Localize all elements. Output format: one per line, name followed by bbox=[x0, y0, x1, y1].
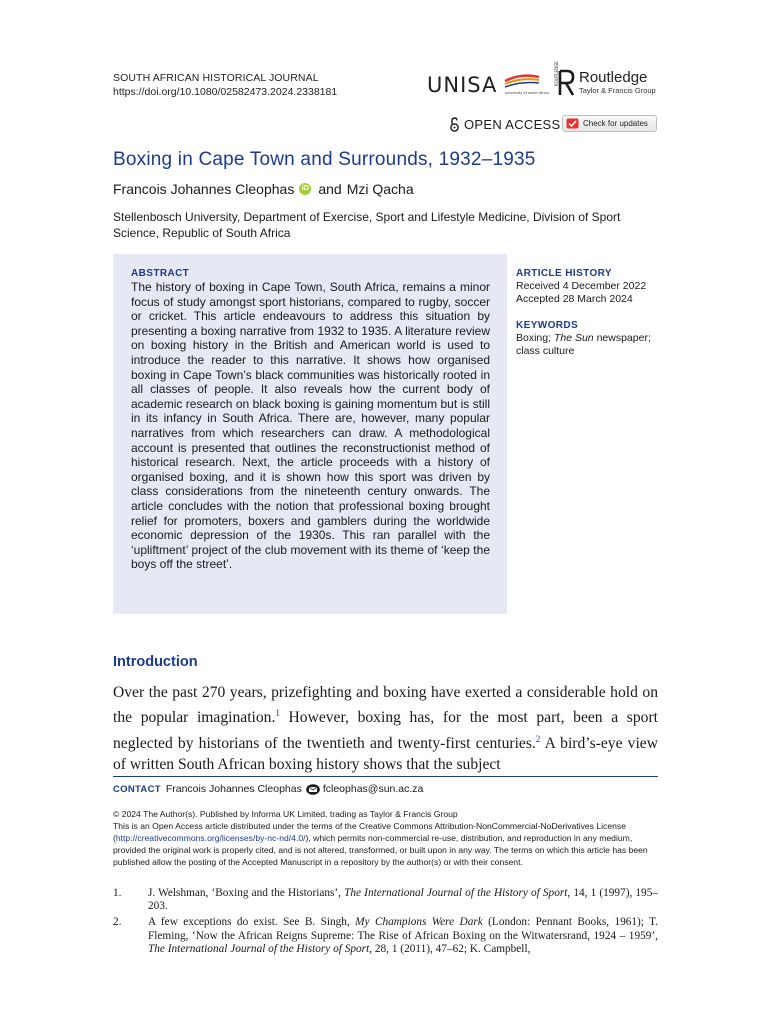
keywords bbox=[516, 320, 661, 358]
intro-text-1: Over the past 270 years, prizefighting and boxing have exerted a considerable hold on the popular imagination. bbox=[113, 684, 658, 727]
footnotes bbox=[113, 887, 658, 959]
keyword-part-1: Boxing; bbox=[516, 332, 554, 344]
unisa-logo-text: UNISA bbox=[427, 73, 498, 97]
introduction-paragraph bbox=[113, 683, 658, 775]
abstract-heading: ABSTRACT bbox=[131, 268, 190, 279]
journal-header bbox=[113, 71, 337, 99]
article-history-heading: ARTICLE HISTORY bbox=[516, 268, 613, 279]
check-for-updates-button[interactable] bbox=[562, 115, 657, 132]
open-access-label: OPEN ACCESS bbox=[464, 117, 561, 132]
footnote-number: 1. bbox=[113, 887, 122, 899]
intro-text-3: A bird’s-eye view of written South African boxing history shows that the subject bbox=[113, 735, 658, 773]
affiliation: Stellenbosch University, Department of Exercise, Sport and Lifestyle Medicine, Division of Sport Science, Republic of South Africa bbox=[113, 210, 621, 240]
license-paragraph bbox=[113, 821, 658, 869]
footnote-ref-1[interactable]: 1 bbox=[275, 708, 280, 719]
author-line bbox=[113, 181, 414, 197]
doi-link[interactable]: https://doi.org/10.1080/02582473.2024.2338181 bbox=[113, 86, 338, 98]
open-lock-icon bbox=[449, 117, 460, 132]
received-date: Received 4 December 2022 bbox=[516, 280, 647, 292]
email-icon bbox=[306, 784, 320, 795]
license-url-link[interactable]: http://creativecommons.org/licenses/by-nc-nd/4.0/ bbox=[115, 832, 306, 843]
contact-label: CONTACT bbox=[113, 783, 161, 795]
footnote-ref-2[interactable]: 2 bbox=[535, 734, 541, 744]
footnote-text: A few exceptions do exist. See B. Singh, bbox=[148, 916, 356, 929]
routledge-logo bbox=[551, 61, 656, 99]
open-access-badge bbox=[449, 117, 561, 132]
contact-name: Francois Johannes Cleophas bbox=[165, 783, 302, 795]
footnote-text: J. Welshman, ‘Boxing and the Historians’, bbox=[148, 887, 345, 899]
footnote-number: 2. bbox=[113, 916, 122, 929]
unisa-swoosh-icon bbox=[503, 72, 550, 98]
keywords-text bbox=[516, 332, 661, 358]
license-text bbox=[113, 809, 658, 869]
author-1[interactable]: Francois Johannes Cleophas bbox=[113, 181, 295, 197]
article-history bbox=[516, 268, 661, 306]
footnote-journal-title: The International Journal of the History of Sport bbox=[344, 887, 568, 899]
keywords-heading: KEYWORDS bbox=[516, 320, 579, 331]
check-for-updates-label: Check for updates bbox=[583, 119, 648, 128]
intro-text-2: However, boxing has, for the most part, been a sport neglected by historians of the twentieth and twenty-first centuries. bbox=[113, 709, 658, 753]
crossmark-icon bbox=[566, 118, 579, 129]
copyright-line: © 2024 The Author(s). Published by Informa UK Limited, trading as Taylor & Francis Group bbox=[113, 809, 458, 819]
footnote-text: , 14, 1 (1997), 195–203. bbox=[148, 887, 659, 913]
contact-email[interactable]: fcleophas@sun.ac.za bbox=[322, 783, 424, 795]
svg-text:university of south africa: university of south africa bbox=[505, 91, 550, 95]
footnote-2 bbox=[113, 916, 658, 956]
routledge-sub: Taylor & Francis Group bbox=[579, 86, 656, 95]
author-2[interactable]: Mzi Qacha bbox=[346, 181, 414, 197]
routledge-r-icon bbox=[551, 61, 575, 99]
keyword-part-3: newspaper; class culture bbox=[516, 332, 651, 357]
contact-line bbox=[113, 783, 423, 795]
introduction-heading: Introduction bbox=[113, 654, 198, 670]
footnote-text: , 28, 1 (2011), 47–62; K. Campbell, bbox=[369, 942, 531, 955]
abstract-box bbox=[113, 254, 507, 614]
footnote-body bbox=[148, 887, 658, 913]
accepted-date: Accepted 28 March 2024 bbox=[516, 293, 633, 305]
footnote-text: (London: Pennant Books, 1961); T. Fleming, ‘Now the African Reigns Supreme: The Rise of African Boxing on the Witwatersrand, 1924 – 1959’, bbox=[148, 916, 658, 942]
abstract-text: The history of boxing in Cape Town, South Africa, remains a minor focus of study amongst sport historians, compared to rugby, soccer or cricket. This article endeavours to address this situation by presenting a boxing narrative from 1932 to 1935. A literature review on boxing history in the British and American world is used to introduce the reader to this narrative. It shows how organised boxing in Cape Town’s black communities was historically rooted in all classes of people. It also reveals how the current body of academic research on black boxing is gaining momentum but is still in its infancy in South Africa. There are, however, many popular narratives from which researchers can draw. A methodological account is presented that outlines the reconstructionist method of historical research. Next, the article proceeds with a history of organised boxing, and it is shown how this sport was driven by class considerations from the nineteenth century onwards. The article concludes with the notion that professional boxing brought relief for promoters, boxers and gamblers during the worldwide economic depression of the 1930s. This ran parallel with the ‘upliftment’ project of the club movement with its theme of ‘keep the boys off the street’. bbox=[131, 280, 490, 572]
license-text-2: ), which permits non-commercial re-use, distribution, and reproduction in any medium, provided the original work is properly cited, and is not altered, transformed, or built upon in any way. The terms on which this article has been published allow the posting of the Accepted Manuscript in a repository by the author(s) or with their consent. bbox=[113, 832, 648, 867]
license-text-1: This is an Open Access article distributed under the terms of the Creative Commons Attribution-NonCommercial-NoDerivatives License ( bbox=[113, 820, 626, 843]
unisa-logo bbox=[427, 70, 550, 100]
routledge-name: Routledge bbox=[579, 69, 648, 86]
footnote-book-title: My Champions Were Dark bbox=[355, 916, 483, 929]
journal-name: SOUTH AFRICAN HISTORICAL JOURNAL bbox=[113, 72, 319, 84]
footer-divider bbox=[113, 776, 658, 777]
article-title: Boxing in Cape Town and Surrounds, 1932–1935 bbox=[113, 149, 536, 170]
footnote-journal-title: The International Journal of the History of Sport bbox=[148, 942, 370, 955]
svg-text:ROUTLEDGE: ROUTLEDGE bbox=[554, 61, 559, 86]
orcid-icon[interactable]: iD bbox=[299, 183, 311, 195]
footnote-1 bbox=[113, 887, 658, 913]
keyword-the-sun: The Sun bbox=[553, 332, 594, 344]
footnote-body bbox=[148, 916, 658, 956]
author-conjunction: and bbox=[318, 181, 342, 197]
